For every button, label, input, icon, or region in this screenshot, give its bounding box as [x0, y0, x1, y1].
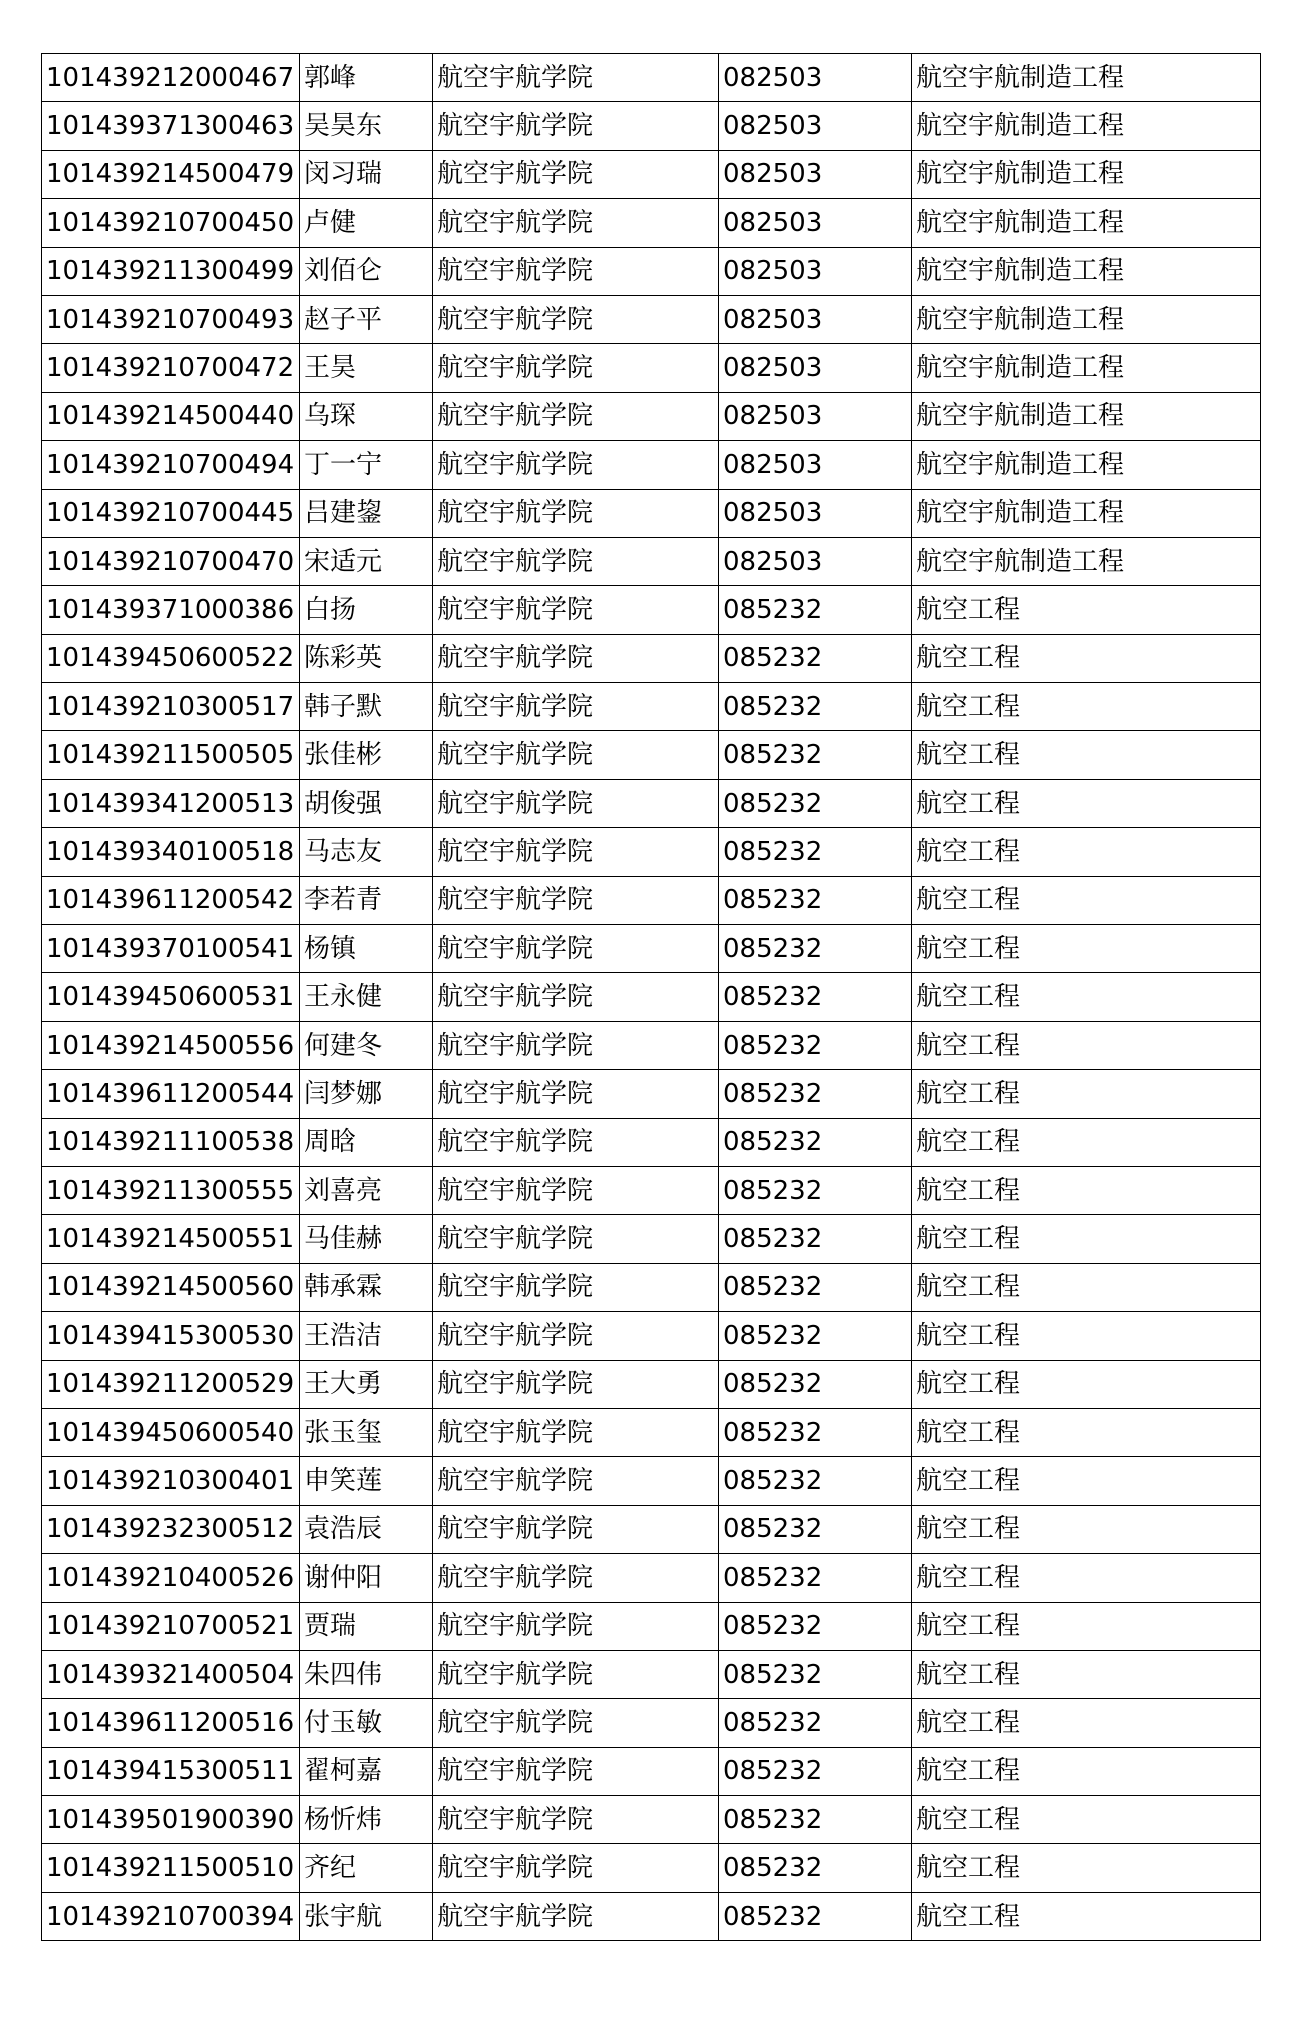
- table-row: [42, 1505, 1261, 1553]
- table-row: [42, 586, 1261, 634]
- exam-id-cell: 101439211200529: [42, 1360, 300, 1408]
- exam-id-cell: 101439211300555: [42, 1166, 300, 1214]
- college-cell: 航空宇航学院: [433, 102, 719, 150]
- name-cell: 宋适元: [300, 537, 433, 585]
- major-code-cell: 085232: [719, 1118, 912, 1166]
- major-code-cell: 085232: [719, 586, 912, 634]
- major-code-cell: 085232: [719, 1215, 912, 1263]
- table-row: [42, 1796, 1261, 1844]
- exam-id-cell: 101439341200513: [42, 779, 300, 827]
- name-cell: 丁一宁: [300, 441, 433, 489]
- table-row: [42, 1070, 1261, 1118]
- college-cell: 航空宇航学院: [433, 1796, 719, 1844]
- name-cell: 贾瑞: [300, 1602, 433, 1650]
- major-name-cell: 航空宇航制造工程: [912, 150, 1261, 198]
- table-row: [42, 731, 1261, 779]
- table-row: [42, 489, 1261, 537]
- table-row: [42, 1699, 1261, 1747]
- exam-id-cell: 101439210700445: [42, 489, 300, 537]
- major-code-cell: 082503: [719, 489, 912, 537]
- table-row: [42, 1457, 1261, 1505]
- major-name-cell: 航空工程: [912, 1312, 1261, 1360]
- exam-id-cell: 101439210300517: [42, 683, 300, 731]
- name-cell: 闵习瑞: [300, 150, 433, 198]
- major-code-cell: 082503: [719, 344, 912, 392]
- major-name-cell: 航空工程: [912, 828, 1261, 876]
- table-row: [42, 54, 1261, 102]
- exam-id-cell: 101439210700394: [42, 1892, 300, 1940]
- college-cell: 航空宇航学院: [433, 925, 719, 973]
- table-row: [42, 1844, 1261, 1892]
- exam-id-cell: 101439450600540: [42, 1408, 300, 1456]
- college-cell: 航空宇航学院: [433, 247, 719, 295]
- major-name-cell: 航空宇航制造工程: [912, 392, 1261, 440]
- name-cell: 李若青: [300, 876, 433, 924]
- name-cell: 何建冬: [300, 1021, 433, 1069]
- exam-id-cell: 101439211500505: [42, 731, 300, 779]
- table-row: [42, 1554, 1261, 1602]
- major-code-cell: 082503: [719, 102, 912, 150]
- exam-id-cell: 101439450600531: [42, 973, 300, 1021]
- college-cell: 航空宇航学院: [433, 828, 719, 876]
- name-cell: 刘喜亮: [300, 1166, 433, 1214]
- exam-id-cell: 101439415300530: [42, 1312, 300, 1360]
- major-name-cell: 航空宇航制造工程: [912, 489, 1261, 537]
- exam-id-cell: 101439210700472: [42, 344, 300, 392]
- major-code-cell: 082503: [719, 199, 912, 247]
- college-cell: 航空宇航学院: [433, 1118, 719, 1166]
- major-code-cell: 085232: [719, 1408, 912, 1456]
- major-name-cell: 航空宇航制造工程: [912, 344, 1261, 392]
- name-cell: 白扬: [300, 586, 433, 634]
- table-row: [42, 537, 1261, 585]
- college-cell: 航空宇航学院: [433, 634, 719, 682]
- college-cell: 航空宇航学院: [433, 1263, 719, 1311]
- college-cell: 航空宇航学院: [433, 1021, 719, 1069]
- major-code-cell: 085232: [719, 731, 912, 779]
- name-cell: 杨忻炜: [300, 1796, 433, 1844]
- exam-id-cell: 101439211100538: [42, 1118, 300, 1166]
- name-cell: 卢健: [300, 199, 433, 247]
- major-code-cell: 085232: [719, 876, 912, 924]
- exam-id-cell: 101439611200516: [42, 1699, 300, 1747]
- name-cell: 谢仲阳: [300, 1554, 433, 1602]
- major-name-cell: 航空工程: [912, 1118, 1261, 1166]
- college-cell: 航空宇航学院: [433, 1892, 719, 1940]
- college-cell: 航空宇航学院: [433, 779, 719, 827]
- major-code-cell: 085232: [719, 1360, 912, 1408]
- major-code-cell: 085232: [719, 1166, 912, 1214]
- exam-id-cell: 101439211500510: [42, 1844, 300, 1892]
- college-cell: 航空宇航学院: [433, 1747, 719, 1795]
- major-code-cell: 085232: [719, 1021, 912, 1069]
- name-cell: 王永健: [300, 973, 433, 1021]
- major-name-cell: 航空工程: [912, 1360, 1261, 1408]
- exam-id-cell: 101439340100518: [42, 828, 300, 876]
- major-code-cell: 085232: [719, 1699, 912, 1747]
- college-cell: 航空宇航学院: [433, 1844, 719, 1892]
- exam-id-cell: 101439415300511: [42, 1747, 300, 1795]
- name-cell: 王昊: [300, 344, 433, 392]
- major-code-cell: 085232: [719, 1457, 912, 1505]
- exam-id-cell: 101439450600522: [42, 634, 300, 682]
- major-name-cell: 航空工程: [912, 1070, 1261, 1118]
- major-code-cell: 085232: [719, 1602, 912, 1650]
- exam-id-cell: 101439210700494: [42, 441, 300, 489]
- name-cell: 周晗: [300, 1118, 433, 1166]
- major-code-cell: 082503: [719, 247, 912, 295]
- table-row: [42, 102, 1261, 150]
- major-name-cell: 航空工程: [912, 876, 1261, 924]
- major-name-cell: 航空工程: [912, 731, 1261, 779]
- table-row: [42, 344, 1261, 392]
- major-code-cell: 085232: [719, 1263, 912, 1311]
- major-name-cell: 航空宇航制造工程: [912, 102, 1261, 150]
- major-name-cell: 航空宇航制造工程: [912, 441, 1261, 489]
- name-cell: 马志友: [300, 828, 433, 876]
- table-row: [42, 1166, 1261, 1214]
- major-name-cell: 航空工程: [912, 1263, 1261, 1311]
- college-cell: 航空宇航学院: [433, 1699, 719, 1747]
- major-name-cell: 航空工程: [912, 1602, 1261, 1650]
- roster-body: [42, 54, 1261, 1941]
- major-code-cell: 085232: [719, 1312, 912, 1360]
- major-name-cell: 航空工程: [912, 1215, 1261, 1263]
- exam-id-cell: 101439501900390: [42, 1796, 300, 1844]
- table-row: [42, 683, 1261, 731]
- table-row: [42, 295, 1261, 343]
- major-name-cell: 航空工程: [912, 779, 1261, 827]
- name-cell: 吴昊东: [300, 102, 433, 150]
- major-code-cell: 085232: [719, 683, 912, 731]
- major-name-cell: 航空工程: [912, 1892, 1261, 1940]
- name-cell: 朱四伟: [300, 1650, 433, 1698]
- table-row: [42, 1650, 1261, 1698]
- major-name-cell: 航空工程: [912, 634, 1261, 682]
- college-cell: 航空宇航学院: [433, 1408, 719, 1456]
- major-code-cell: 085232: [719, 1505, 912, 1553]
- major-name-cell: 航空工程: [912, 1505, 1261, 1553]
- college-cell: 航空宇航学院: [433, 1505, 719, 1553]
- table-row: [42, 1408, 1261, 1456]
- college-cell: 航空宇航学院: [433, 1602, 719, 1650]
- college-cell: 航空宇航学院: [433, 537, 719, 585]
- major-name-cell: 航空工程: [912, 683, 1261, 731]
- table-row: [42, 1360, 1261, 1408]
- college-cell: 航空宇航学院: [433, 1166, 719, 1214]
- exam-id-cell: 101439611200544: [42, 1070, 300, 1118]
- major-code-cell: 085232: [719, 1070, 912, 1118]
- exam-id-cell: 101439212000467: [42, 54, 300, 102]
- major-name-cell: 航空工程: [912, 586, 1261, 634]
- exam-id-cell: 101439371000386: [42, 586, 300, 634]
- major-name-cell: 航空工程: [912, 1747, 1261, 1795]
- exam-id-cell: 101439214500551: [42, 1215, 300, 1263]
- college-cell: 航空宇航学院: [433, 441, 719, 489]
- college-cell: 航空宇航学院: [433, 876, 719, 924]
- name-cell: 韩子默: [300, 683, 433, 731]
- major-name-cell: 航空工程: [912, 1021, 1261, 1069]
- table-row: [42, 150, 1261, 198]
- table-row: [42, 392, 1261, 440]
- exam-id-cell: 101439210400526: [42, 1554, 300, 1602]
- name-cell: 郭峰: [300, 54, 433, 102]
- major-code-cell: 085232: [719, 1747, 912, 1795]
- college-cell: 航空宇航学院: [433, 1312, 719, 1360]
- exam-id-cell: 101439214500479: [42, 150, 300, 198]
- major-code-cell: 085232: [719, 1796, 912, 1844]
- name-cell: 申笑莲: [300, 1457, 433, 1505]
- major-code-cell: 085232: [719, 1844, 912, 1892]
- major-name-cell: 航空宇航制造工程: [912, 247, 1261, 295]
- name-cell: 闫梦娜: [300, 1070, 433, 1118]
- major-code-cell: 082503: [719, 392, 912, 440]
- table-row: [42, 1312, 1261, 1360]
- major-name-cell: 航空宇航制造工程: [912, 537, 1261, 585]
- table-row: [42, 1602, 1261, 1650]
- exam-id-cell: 101439210700493: [42, 295, 300, 343]
- name-cell: 吕建鋆: [300, 489, 433, 537]
- major-code-cell: 085232: [719, 1650, 912, 1698]
- college-cell: 航空宇航学院: [433, 199, 719, 247]
- major-name-cell: 航空工程: [912, 925, 1261, 973]
- roster-table: [41, 53, 1261, 1941]
- college-cell: 航空宇航学院: [433, 150, 719, 198]
- major-code-cell: 085232: [719, 828, 912, 876]
- college-cell: 航空宇航学院: [433, 1070, 719, 1118]
- major-code-cell: 085232: [719, 1554, 912, 1602]
- table-row: [42, 1021, 1261, 1069]
- college-cell: 航空宇航学院: [433, 1215, 719, 1263]
- table-row: [42, 973, 1261, 1021]
- exam-id-cell: 101439370100541: [42, 925, 300, 973]
- major-name-cell: 航空宇航制造工程: [912, 54, 1261, 102]
- table-row: [42, 247, 1261, 295]
- exam-id-cell: 101439211300499: [42, 247, 300, 295]
- college-cell: 航空宇航学院: [433, 54, 719, 102]
- name-cell: 张佳彬: [300, 731, 433, 779]
- name-cell: 翟柯嘉: [300, 1747, 433, 1795]
- table-row: [42, 1118, 1261, 1166]
- major-code-cell: 085232: [719, 1892, 912, 1940]
- major-name-cell: 航空工程: [912, 1796, 1261, 1844]
- table-row: [42, 634, 1261, 682]
- name-cell: 刘佰仑: [300, 247, 433, 295]
- exam-id-cell: 101439214500440: [42, 392, 300, 440]
- table-row: [42, 828, 1261, 876]
- major-code-cell: 082503: [719, 295, 912, 343]
- college-cell: 航空宇航学院: [433, 1360, 719, 1408]
- college-cell: 航空宇航学院: [433, 295, 719, 343]
- major-name-cell: 航空工程: [912, 1699, 1261, 1747]
- table-row: [42, 1215, 1261, 1263]
- major-name-cell: 航空宇航制造工程: [912, 295, 1261, 343]
- name-cell: 张玉玺: [300, 1408, 433, 1456]
- college-cell: 航空宇航学院: [433, 344, 719, 392]
- college-cell: 航空宇航学院: [433, 1554, 719, 1602]
- name-cell: 付玉敏: [300, 1699, 433, 1747]
- name-cell: 袁浩辰: [300, 1505, 433, 1553]
- major-name-cell: 航空工程: [912, 1166, 1261, 1214]
- major-code-cell: 082503: [719, 441, 912, 489]
- table-row: [42, 1892, 1261, 1940]
- table-row: [42, 1263, 1261, 1311]
- name-cell: 陈彩英: [300, 634, 433, 682]
- exam-id-cell: 101439210700450: [42, 199, 300, 247]
- exam-id-cell: 101439321400504: [42, 1650, 300, 1698]
- major-name-cell: 航空工程: [912, 1408, 1261, 1456]
- exam-id-cell: 101439611200542: [42, 876, 300, 924]
- table-row: [42, 779, 1261, 827]
- exam-id-cell: 101439371300463: [42, 102, 300, 150]
- exam-id-cell: 101439214500556: [42, 1021, 300, 1069]
- name-cell: 王大勇: [300, 1360, 433, 1408]
- exam-id-cell: 101439210300401: [42, 1457, 300, 1505]
- exam-id-cell: 101439210700521: [42, 1602, 300, 1650]
- major-name-cell: 航空宇航制造工程: [912, 199, 1261, 247]
- exam-id-cell: 101439214500560: [42, 1263, 300, 1311]
- name-cell: 马佳赫: [300, 1215, 433, 1263]
- major-code-cell: 082503: [719, 537, 912, 585]
- major-code-cell: 082503: [719, 54, 912, 102]
- major-name-cell: 航空工程: [912, 1457, 1261, 1505]
- name-cell: 齐纪: [300, 1844, 433, 1892]
- college-cell: 航空宇航学院: [433, 1457, 719, 1505]
- name-cell: 乌琛: [300, 392, 433, 440]
- college-cell: 航空宇航学院: [433, 489, 719, 537]
- major-code-cell: 085232: [719, 973, 912, 1021]
- exam-id-cell: 101439232300512: [42, 1505, 300, 1553]
- college-cell: 航空宇航学院: [433, 683, 719, 731]
- name-cell: 赵子平: [300, 295, 433, 343]
- college-cell: 航空宇航学院: [433, 392, 719, 440]
- exam-id-cell: 101439210700470: [42, 537, 300, 585]
- college-cell: 航空宇航学院: [433, 1650, 719, 1698]
- major-name-cell: 航空工程: [912, 1650, 1261, 1698]
- table-row: [42, 925, 1261, 973]
- name-cell: 韩承霖: [300, 1263, 433, 1311]
- major-name-cell: 航空工程: [912, 973, 1261, 1021]
- table-row: [42, 199, 1261, 247]
- major-code-cell: 085232: [719, 779, 912, 827]
- name-cell: 杨镇: [300, 925, 433, 973]
- table-row: [42, 441, 1261, 489]
- major-code-cell: 085232: [719, 925, 912, 973]
- table-row: [42, 876, 1261, 924]
- table-row: [42, 1747, 1261, 1795]
- major-name-cell: 航空工程: [912, 1554, 1261, 1602]
- college-cell: 航空宇航学院: [433, 586, 719, 634]
- major-code-cell: 085232: [719, 634, 912, 682]
- name-cell: 张宇航: [300, 1892, 433, 1940]
- name-cell: 胡俊强: [300, 779, 433, 827]
- name-cell: 王浩洁: [300, 1312, 433, 1360]
- college-cell: 航空宇航学院: [433, 973, 719, 1021]
- major-code-cell: 082503: [719, 150, 912, 198]
- college-cell: 航空宇航学院: [433, 731, 719, 779]
- major-name-cell: 航空工程: [912, 1844, 1261, 1892]
